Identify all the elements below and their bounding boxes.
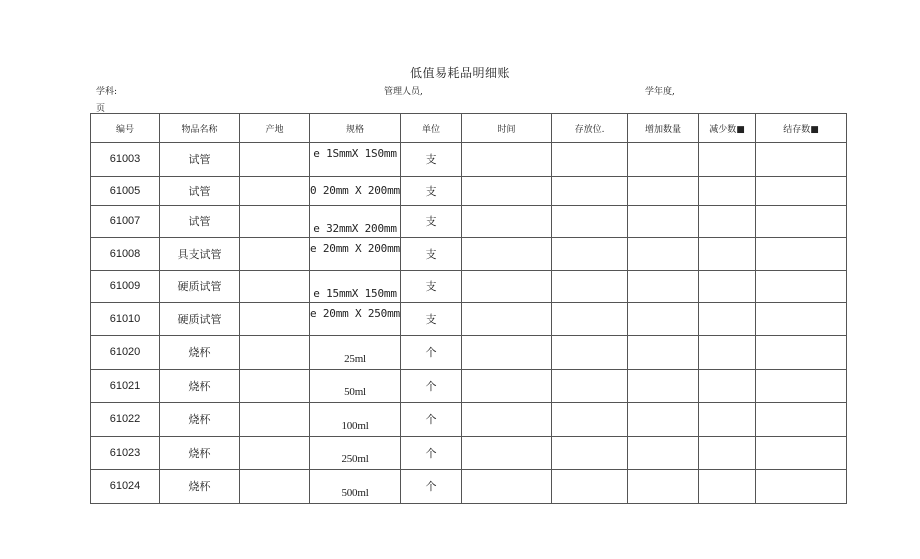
item-name: 具支试管 bbox=[160, 237, 240, 271]
increase-cell bbox=[628, 470, 699, 504]
decrease-cell bbox=[699, 176, 756, 206]
column-header-decrease-qty: 减少数■ bbox=[699, 114, 756, 143]
balance-cell bbox=[756, 206, 847, 238]
item-code: 61009 bbox=[91, 271, 160, 303]
table-row bbox=[91, 436, 847, 470]
balance-cell bbox=[756, 176, 847, 206]
item-name: 烧杯 bbox=[160, 336, 240, 370]
table-row bbox=[91, 143, 847, 177]
storage-cell bbox=[552, 237, 628, 271]
item-unit: 个 bbox=[401, 436, 462, 470]
time-cell bbox=[462, 470, 552, 504]
time-cell bbox=[462, 436, 552, 470]
increase-cell bbox=[628, 302, 699, 336]
item-name: 硬质试管 bbox=[160, 271, 240, 303]
item-unit: 支 bbox=[401, 237, 462, 271]
column-header-increase-qty: 增加数量 bbox=[628, 114, 699, 143]
item-origin bbox=[240, 369, 310, 403]
item-origin bbox=[240, 271, 310, 303]
item-spec: e 15mmX 150mm bbox=[310, 271, 401, 303]
table-row bbox=[91, 176, 847, 206]
item-spec: 100ml bbox=[310, 403, 401, 437]
column-header-spec: 规格 bbox=[310, 114, 401, 143]
item-origin bbox=[240, 206, 310, 238]
storage-cell bbox=[552, 403, 628, 437]
item-origin bbox=[240, 403, 310, 437]
balance-cell bbox=[756, 271, 847, 303]
item-origin bbox=[240, 470, 310, 504]
balance-cell bbox=[756, 470, 847, 504]
increase-cell bbox=[628, 369, 699, 403]
storage-cell bbox=[552, 436, 628, 470]
item-code: 61022 bbox=[91, 403, 160, 437]
school-year-label: 学年度, bbox=[645, 87, 675, 97]
item-name: 烧杯 bbox=[160, 436, 240, 470]
decrease-cell bbox=[699, 336, 756, 370]
decrease-cell bbox=[699, 403, 756, 437]
item-spec: 500ml bbox=[310, 470, 401, 504]
page-label: 页 bbox=[96, 104, 106, 114]
item-unit: 个 bbox=[401, 403, 462, 437]
table-row bbox=[91, 237, 847, 271]
item-name: 硬质试管 bbox=[160, 302, 240, 336]
time-cell bbox=[462, 143, 552, 177]
column-header-unit: 单位 bbox=[401, 114, 462, 143]
table-row bbox=[91, 302, 847, 336]
item-unit: 支 bbox=[401, 206, 462, 238]
balance-cell bbox=[756, 369, 847, 403]
document-title: 低值易耗品明细账 bbox=[409, 66, 510, 80]
increase-cell bbox=[628, 436, 699, 470]
decrease-cell bbox=[699, 271, 756, 303]
storage-cell bbox=[552, 271, 628, 303]
item-code: 61023 bbox=[91, 436, 160, 470]
balance-cell bbox=[756, 143, 847, 177]
item-unit: 支 bbox=[401, 176, 462, 206]
decrease-cell bbox=[699, 436, 756, 470]
table-row bbox=[91, 271, 847, 303]
ledger-table bbox=[90, 113, 847, 504]
item-code: 61024 bbox=[91, 470, 160, 504]
storage-cell bbox=[552, 143, 628, 177]
item-unit: 个 bbox=[401, 470, 462, 504]
column-header-time: 时间 bbox=[462, 114, 552, 143]
decrease-cell bbox=[699, 470, 756, 504]
item-code: 61020 bbox=[91, 336, 160, 370]
item-spec: 250ml bbox=[310, 436, 401, 470]
table-row bbox=[91, 336, 847, 370]
increase-cell bbox=[628, 336, 699, 370]
column-header-balance-qty: 结存数■ bbox=[756, 114, 847, 143]
time-cell bbox=[462, 237, 552, 271]
column-header-storage-location: 存放位. bbox=[552, 114, 628, 143]
storage-cell bbox=[552, 470, 628, 504]
item-name: 烧杯 bbox=[160, 369, 240, 403]
item-name: 试管 bbox=[160, 206, 240, 238]
increase-cell bbox=[628, 176, 699, 206]
time-cell bbox=[462, 336, 552, 370]
item-spec: e 20mm X 200mm bbox=[310, 237, 401, 271]
item-unit: 支 bbox=[401, 302, 462, 336]
item-origin bbox=[240, 336, 310, 370]
balance-cell bbox=[756, 403, 847, 437]
item-unit: 支 bbox=[401, 143, 462, 177]
item-origin bbox=[240, 143, 310, 177]
storage-cell bbox=[552, 206, 628, 238]
table-row bbox=[91, 369, 847, 403]
time-cell bbox=[462, 369, 552, 403]
item-code: 61003 bbox=[91, 143, 160, 177]
item-spec: 0 20mm X 200mm bbox=[310, 176, 401, 206]
item-spec: e 32mmX 200mm bbox=[310, 206, 401, 238]
decrease-cell bbox=[699, 302, 756, 336]
balance-cell bbox=[756, 237, 847, 271]
item-name: 烧杯 bbox=[160, 470, 240, 504]
column-header-item-name: 物品名称 bbox=[160, 114, 240, 143]
table-row bbox=[91, 470, 847, 504]
item-unit: 支 bbox=[401, 271, 462, 303]
balance-cell bbox=[756, 436, 847, 470]
item-code: 61021 bbox=[91, 369, 160, 403]
item-name: 试管 bbox=[160, 176, 240, 206]
storage-cell bbox=[552, 302, 628, 336]
decrease-cell bbox=[699, 369, 756, 403]
item-origin bbox=[240, 176, 310, 206]
table-row bbox=[91, 403, 847, 437]
increase-cell bbox=[628, 206, 699, 238]
subject-label: 学科: bbox=[96, 87, 118, 97]
time-cell bbox=[462, 302, 552, 336]
table-row bbox=[91, 206, 847, 238]
time-cell bbox=[462, 271, 552, 303]
balance-cell bbox=[756, 302, 847, 336]
increase-cell bbox=[628, 237, 699, 271]
time-cell bbox=[462, 403, 552, 437]
item-code: 61008 bbox=[91, 237, 160, 271]
item-code: 61010 bbox=[91, 302, 160, 336]
item-origin bbox=[240, 237, 310, 271]
item-spec: e 20mm X 250mm bbox=[310, 302, 401, 336]
column-header-code: 编号 bbox=[91, 114, 160, 143]
increase-cell bbox=[628, 143, 699, 177]
storage-cell bbox=[552, 176, 628, 206]
increase-cell bbox=[628, 403, 699, 437]
item-spec: 50ml bbox=[310, 369, 401, 403]
header-row bbox=[91, 114, 847, 143]
item-unit: 个 bbox=[401, 369, 462, 403]
decrease-cell bbox=[699, 143, 756, 177]
decrease-cell bbox=[699, 237, 756, 271]
decrease-cell bbox=[699, 206, 756, 238]
column-header-origin: 产地 bbox=[240, 114, 310, 143]
item-name: 烧杯 bbox=[160, 403, 240, 437]
item-spec: 25ml bbox=[310, 336, 401, 370]
item-code: 61005 bbox=[91, 176, 160, 206]
balance-cell bbox=[756, 336, 847, 370]
increase-cell bbox=[628, 271, 699, 303]
time-cell bbox=[462, 176, 552, 206]
item-name: 试管 bbox=[160, 143, 240, 177]
item-spec: e 1SmmX 1S0mm bbox=[310, 143, 401, 177]
time-cell bbox=[462, 206, 552, 238]
item-unit: 个 bbox=[401, 336, 462, 370]
item-origin bbox=[240, 436, 310, 470]
storage-cell bbox=[552, 369, 628, 403]
item-origin bbox=[240, 302, 310, 336]
storage-cell bbox=[552, 336, 628, 370]
manager-label: 管理人员, bbox=[384, 87, 423, 97]
item-code: 61007 bbox=[91, 206, 160, 238]
